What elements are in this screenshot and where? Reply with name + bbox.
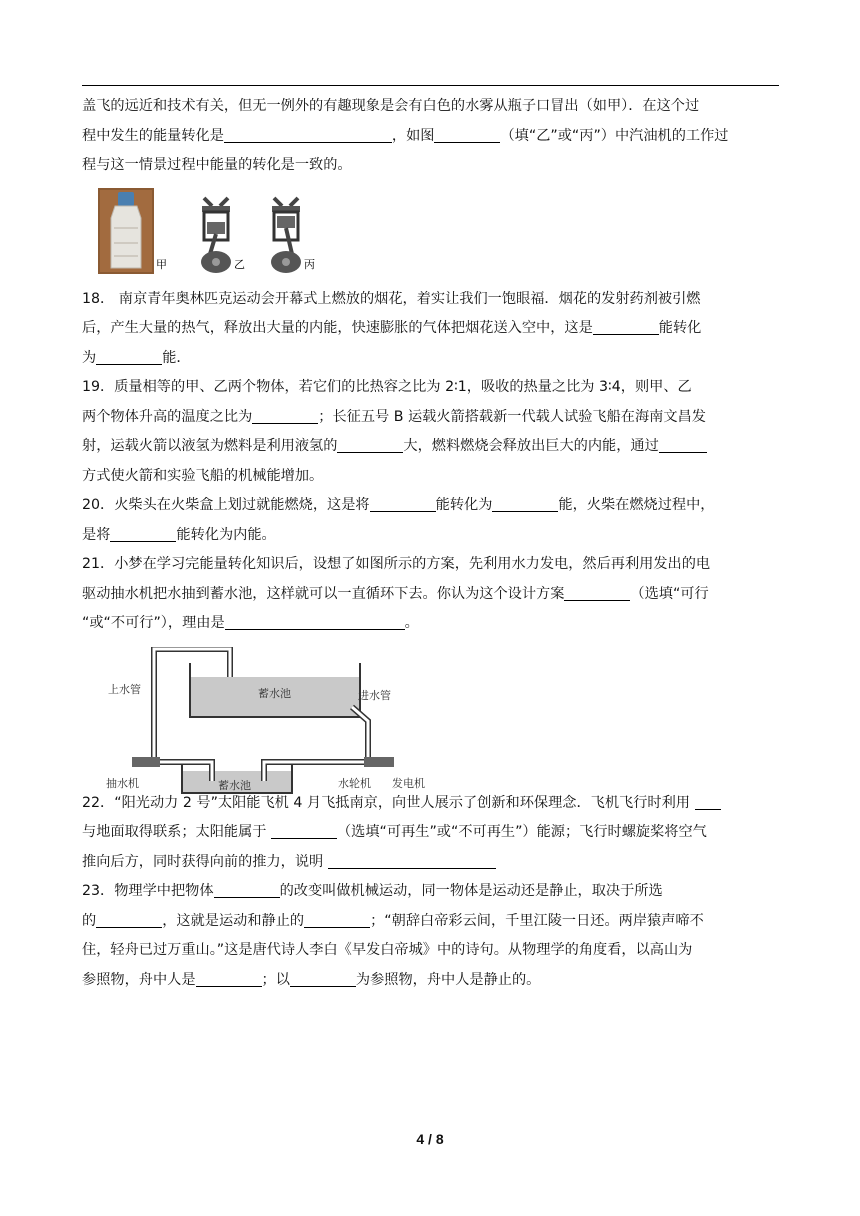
q21-line-1: 21．小梦在学习完能量转化知识后，设想了如图所示的方案，先利用水力发电，然后再利用发出的电 (82, 556, 711, 572)
q21-text: 驱动抽水机把水抽到蓄水池，这样就可以一直循环下去。你认为这个设计方案 (82, 585, 565, 602)
engine-yi (201, 198, 245, 273)
fig-label-jia: 甲 (156, 257, 167, 271)
q18-text: 后，产生大量的热气，释放出大量的内能，快速膨胀的气体把烟花送入空中，这是 (82, 320, 593, 336)
q20-text: 能，火柴在燃烧过程中， (558, 497, 715, 513)
q23-text: 23．物理学中把物体 (82, 883, 214, 899)
turbine-label: 水轮机 (338, 776, 371, 790)
q23-blank-4[interactable] (196, 970, 262, 987)
q23-text: ；以 (261, 971, 290, 988)
q17-line-2 (82, 122, 779, 152)
water-cycle-diagram (102, 647, 442, 797)
q20-blank-3[interactable] (110, 525, 176, 542)
q23-blank-3[interactable] (304, 911, 370, 928)
left-pipe-label: 上水管 (108, 682, 141, 696)
q20-blank-2[interactable] (492, 495, 558, 512)
q17-blank-1[interactable] (224, 126, 392, 143)
engine-bing (271, 198, 315, 273)
q19-blank-3[interactable] (659, 436, 707, 453)
upper-tank-label: 蓄水池 (258, 686, 291, 700)
q21-line-2 (82, 580, 779, 610)
q18-blank-2[interactable] (96, 348, 162, 365)
q22-line-2 (82, 818, 779, 848)
q19-text: ；长征五号 B 运载火箭搭载新一代载人试验飞船在海南文昌发 (318, 408, 706, 425)
q21-figure (82, 639, 779, 792)
q17-line-3: 程与这一情景过程中能量的转化是一致的。 (82, 157, 352, 173)
q23-text: 参照物，舟中人是 (82, 971, 196, 988)
q19-blank-2[interactable] (337, 436, 403, 453)
q20-text: 能转化为内能。 (176, 526, 276, 543)
q19-line-1: 19．质量相等的甲、乙两个物体，若它们的比热容之比为 2∶1，吸收的热量之比为 3∶4，则甲、乙 (82, 379, 692, 395)
q17-figure (82, 181, 779, 285)
q18-text: 能转化 (658, 320, 702, 336)
q22-blank-3[interactable] (328, 852, 496, 869)
q18-line-1: 18． 南京青年奥林匹克运动会开幕式上燃放的烟花，着实让我们一饱眼福．烟花的发射药剂被引燃 (82, 290, 701, 307)
q22-line-3 (82, 848, 779, 878)
header-rule (82, 85, 779, 86)
q19-blank-1[interactable] (252, 407, 318, 424)
q21-text: “或“不可行”），理由是 (82, 615, 225, 631)
q23-text: 的 (82, 912, 97, 929)
q18-text: 为 (82, 349, 97, 366)
right-pipe-label: 进水管 (358, 688, 391, 702)
q21-blank-2[interactable] (225, 613, 405, 630)
q19-text: 大，燃料燃烧会释放出巨大的内能，通过 (403, 438, 659, 454)
page-number: 4 / 8 (416, 1131, 444, 1147)
q20-line-2 (82, 521, 779, 551)
q19-line-2 (82, 403, 779, 433)
q23-text: ，这就是运动和静止的 (162, 912, 305, 929)
q22-text: 与地面取得联系；太阳能属于 (82, 824, 267, 840)
q21-text: 。 (404, 615, 419, 631)
q17-text: （填“乙”或“丙”）中汽油机的工作过 (500, 127, 729, 144)
q18-line-3 (82, 344, 779, 374)
turbine-body (364, 757, 394, 767)
pump-label: 抽水机 (106, 776, 139, 790)
q23-line-4 (82, 966, 779, 996)
q19-text: 射，运载火箭以液氢为燃料是利用液氢的 (82, 438, 338, 454)
q21-line-3 (82, 609, 779, 639)
q20-text: 20．火柴头在火柴盒上划过就能燃烧，这是将 (82, 497, 370, 513)
q17-blank-2[interactable] (434, 126, 500, 143)
q23-blank-2[interactable] (96, 911, 162, 928)
q19-line-3 (82, 432, 779, 462)
q23-line-3: 住，轻舟已过万重山。”这是唐代诗人李白《早发白帝城》中的诗句。从物理学的角度看，以高山为 (82, 942, 693, 958)
q17-text: 程中发生的能量转化是 (82, 127, 224, 144)
q20-blank-1[interactable] (370, 495, 436, 512)
q23-line-2 (82, 907, 779, 937)
bottle-engine-figure (98, 188, 358, 282)
q23-blank-5[interactable] (290, 970, 356, 987)
q23-text: 的改变叫做机械运动，同一物体是运动还是静止，取决于所选 (279, 883, 663, 899)
q21-blank-1[interactable] (564, 584, 630, 601)
document-body (82, 92, 779, 995)
generator-label: 发电机 (392, 776, 425, 790)
fig-label-yi: 乙 (234, 257, 245, 271)
lower-tank-label: 蓄水池 (218, 778, 251, 792)
q20-text: 是将 (82, 526, 111, 543)
pump-body (132, 757, 160, 767)
q22-text: 22．“阳光动力 2 号”太阳能飞机 4 月飞抵南京，向世人展示了创新和环保理念．飞机飞行时利用 (82, 794, 690, 811)
q19-text: 两个物体升高的温度之比为 (82, 408, 253, 425)
q18-line-2 (82, 314, 779, 344)
q22-blank-2[interactable] (271, 822, 337, 839)
q19-line-4: 方式使火箭和实验飞船的机械能增加。 (82, 467, 324, 484)
plastic-bottle (111, 206, 141, 268)
q17-line-1: 盖飞的远近和技术有关，但无一例外的有趣现象是会有白色的水雾从瓶子口冒出（如甲）．在这个过 (82, 98, 700, 114)
q23-text: ；“朝辞白帝彩云间，千里江陵一日还。两岸猿声啼不 (370, 912, 704, 929)
q21-text: （选填“可行 (630, 585, 709, 602)
q23-line-1 (82, 877, 779, 907)
q18-text: 能． (162, 349, 191, 366)
fig-label-bing: 丙 (304, 257, 315, 271)
q20-text: 能转化为 (435, 497, 493, 513)
q20-line-1 (82, 491, 779, 521)
bottle-cap (118, 192, 134, 206)
q17-text: ，如图 (391, 127, 435, 144)
q23-text: 为参照物，舟中人是静止的。 (355, 971, 541, 988)
q23-blank-1[interactable] (214, 881, 280, 898)
q22-blank-1[interactable] (695, 793, 721, 810)
q18-blank-1[interactable] (593, 318, 659, 335)
q22-text: （选填“可再生”或“不可再生”）能源；飞行时螺旋桨将空气 (336, 824, 707, 840)
q22-text: 推向后方，同时获得向前的推力，说明 (82, 853, 324, 870)
